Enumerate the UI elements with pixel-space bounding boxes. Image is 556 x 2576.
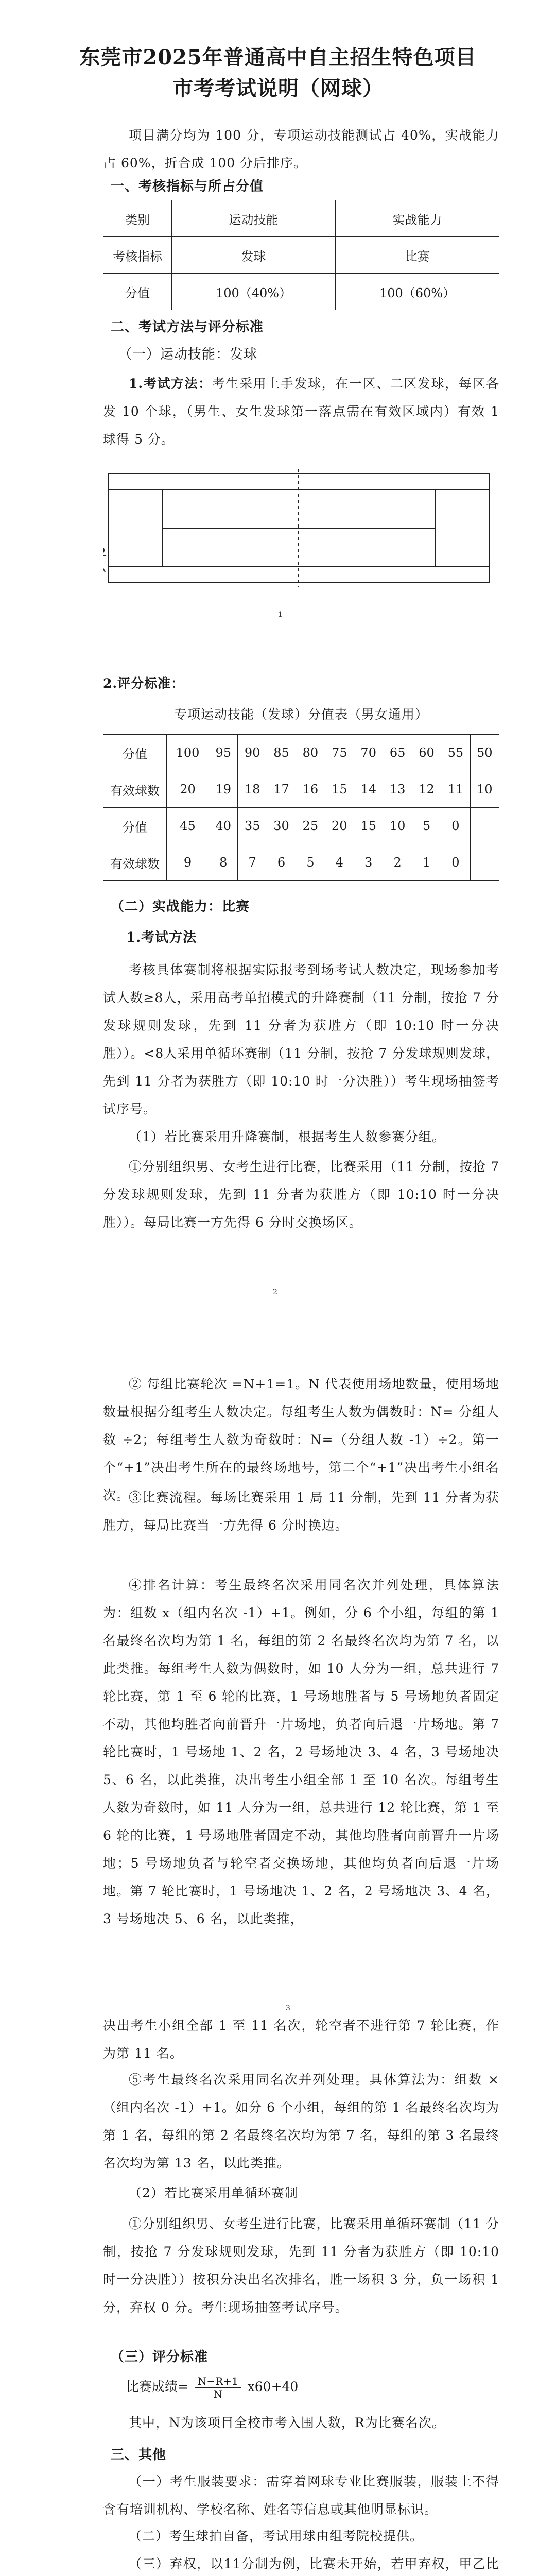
tennis-court-diagram — [103, 464, 499, 592]
other-item-1: （一）考生服装要求：需穿着网球专业比赛服装，服装上不得含有培训机构、学校名称、姓名等信息或其他明显标识。 — [103, 2474, 499, 2517]
part-2-paragraph-5: ③比赛流程。每场比赛采用 1 局 11 分制，先到 11 分者为获胜方，每局比赛当一方先得 6 分时换边。 — [103, 1490, 499, 1533]
part-2-paragraph-8: ⑤考生最终名次采用同名次并列处理。具体算法为：组数 ×（组内名次 -1）+1。如分 6 个小组，每组的第 1 名最终名次均为第 1 名，每组的第 2 名最终名次均为第 7 名，每组的第 3 名最终名次均为第 13 名，以此类推。 — [103, 2072, 499, 2171]
scoring-standard-label: 2.评分标准： — [103, 676, 185, 691]
part-1-heading: （一）运动技能：发球 — [118, 347, 258, 362]
table-cell: 8 — [209, 844, 238, 881]
table-cell: 60 — [412, 735, 441, 771]
table-cell: 3 — [354, 844, 383, 881]
table-cell: 6 — [267, 844, 296, 881]
player-figure-icon — [103, 547, 106, 572]
table-cell: 15 — [325, 771, 354, 808]
part-2-paragraph-9: （2）若比赛采用单循环赛制 — [129, 2185, 298, 2200]
table-cell: 45 — [167, 808, 209, 844]
table-cell: 9 — [167, 844, 209, 881]
table-cell: 实战能力 — [336, 200, 499, 237]
table-cell: 比赛 — [336, 237, 499, 274]
table-cell: 2 — [383, 844, 412, 881]
method-label: 1.考试方法： — [129, 376, 212, 391]
score-table-title: 专项运动技能（发球）分值表（男女通用） — [173, 707, 428, 722]
table-cell — [470, 844, 499, 881]
table-cell: 35 — [238, 808, 267, 844]
other-item-2: （二）考生球拍自备，考试用球由组考院校提供。 — [129, 2529, 424, 2544]
part-2-method-heading: 1.考试方法 — [126, 930, 197, 945]
table-cell: 19 — [209, 771, 238, 808]
table-cell: 100（40%） — [172, 274, 336, 310]
table-cell: 75 — [325, 735, 354, 771]
table-cell: 17 — [267, 771, 296, 808]
table-cell: 25 — [296, 808, 325, 844]
method-text: 考生采用上手发球，在一区、二区发球，每区各发 10 个球，（男生、女生发球第一落点需在有效区域内）有效 1 球得 5 分。 — [103, 376, 499, 447]
table-cell: 发球 — [172, 237, 336, 274]
table-cell: 0 — [441, 844, 470, 881]
weights-table — [103, 200, 499, 310]
doc-title-line2: 市考考试说明（网球） — [172, 76, 384, 100]
section-1-heading: 一、考核指标与所占分值 — [111, 179, 264, 194]
table-cell: 考核指标 — [103, 237, 172, 274]
table-cell: 85 — [267, 735, 296, 771]
table-cell: 11 — [441, 771, 470, 808]
table-cell: 0 — [441, 808, 470, 844]
page-marker: 2 — [273, 1288, 277, 1296]
intro-paragraph: 项目满分均为 100 分，专项运动技能测试占 40%，实战能力占 60%，折合成 100 分后排序。 — [103, 128, 499, 171]
table-cell: 12 — [412, 771, 441, 808]
part-2-paragraph-2: （1）若比赛采用升降赛制，根据考生人数参赛分组。 — [129, 1129, 445, 1144]
part-2-paragraph-1: 考核具体赛制将根据实际报考到场考试人数决定，现场参加考试人数≥8人，采用高考单招模式的升降赛制（11 分制，按抢 7 分发球规则发球，先到 11 分者为获胜方（即 10:10 时一分决胜））。<8人采用单循环赛制（11 分制，按抢 7 分发球规则发球，先到 11 分者为获胜方（即 10:10 时一分决胜））考生现场抽签考试序号。 — [103, 962, 499, 1116]
table-cell: 20 — [325, 808, 354, 844]
table-cell: 50 — [470, 735, 499, 771]
table-row — [103, 844, 499, 881]
formula-fraction: $\frac{N-R+1}{N}$ — [195, 2375, 241, 2400]
table-cell: 15 — [354, 808, 383, 844]
table-cell: 运动技能 — [172, 200, 336, 237]
other-item-3: （三）弃权，以11分制为例，比赛未开始，若甲弃权，甲乙比 — [129, 2556, 499, 2571]
table-cell: 7 — [238, 844, 267, 881]
part-2-paragraph-4: ② 每组比赛轮次 =N+1=1。N 代表使用场地数量，使用场地数量根据分组考生人数决定。每组考生人数为偶数时：N= 分组人数 ÷2；每组考生人数为奇数时：N=（分组人数 -1）÷2。第一个“+1”决出考生所在的最终场地号，第二个“+1”决出考生小组名次。 — [103, 1377, 499, 1503]
part-2-paragraph-3: ①分别组织男、女考生进行比赛，比赛采用（11 分制，按抢 7 分发球规则发球，先到 11 分者为获胜方（即 10:10 时一分决胜））。每局比赛一方先得 6 分时交换场区。 — [103, 1159, 499, 1230]
table-row — [103, 808, 499, 844]
table-cell: 16 — [296, 771, 325, 808]
part-2-heading: （二）实战能力：比赛 — [111, 899, 250, 914]
table-cell: 5 — [296, 844, 325, 881]
table-cell: 55 — [441, 735, 470, 771]
table-cell: 40 — [209, 808, 238, 844]
table-cell: 分值 — [103, 808, 167, 844]
table-cell: 95 — [209, 735, 238, 771]
score-table — [103, 734, 499, 881]
part-3-heading: （三）评分标准 — [111, 2349, 208, 2365]
table-cell: 10 — [383, 808, 412, 844]
page-marker: 1 — [278, 611, 283, 619]
table-cell: 分值 — [103, 274, 172, 310]
table-cell: 100（60%） — [336, 274, 499, 310]
section-3-heading: 三、其他 — [111, 2447, 167, 2463]
table-cell: 14 — [354, 771, 383, 808]
table-cell: 分值 — [103, 735, 167, 771]
table-cell: 类别 — [103, 200, 172, 237]
table-cell: 5 — [412, 808, 441, 844]
table-cell — [470, 808, 499, 844]
part-2-paragraph-6: ④排名计算：考生最终名次采用同名次并列处理，具体算法为：组数 x（组内名次 -1）+1。例如，分 6 个小组，每组的第 1 名最终名次均为第 1 名，每组的第 2 名最终名次均为第 7 名，以此类推。每组考生人数为偶数时，如 10 人分为一组，总共进行 7 轮比赛，第 1 至 6 轮的比赛，1 号场地胜者与 5 号场地负者固定不动，其他均胜者向前晋升一片场地，负者向后退一片场地。第 7 轮比赛时，1 号场地 1、2 名，2 号场地决 3、4 名，3 号场地决 5、6 名，以此类推，决出考生小组全部 1 至 10 名次。每组考生人数为奇数时，如 11 人分为一组，总共进行 12 轮比赛，第 1 至 6 轮的比赛，1 号场地胜者固定不动，其他均胜者向前晋升一片场地；5 号场地负者与轮空者交换场地，其他均负者向后退一片场地。第 7 轮比赛时，1 号场地决 1、2 名，2 号场地决 3、4 名，3 号场地决 5、6 名，以此类推， — [103, 1578, 499, 1926]
table-cell: 70 — [354, 735, 383, 771]
table-cell: 4 — [325, 844, 354, 881]
table-cell: 65 — [383, 735, 412, 771]
section-2-heading: 二、考试方法与评分标准 — [111, 319, 264, 335]
table-cell: 有效球数 — [103, 771, 167, 808]
part-2-paragraph-7: 决出考生小组全部 1 至 11 名次，轮空者不进行第 7 轮比赛，作为第 11 名。 — [103, 2018, 499, 2061]
table-cell: 80 — [296, 735, 325, 771]
table-cell: 有效球数 — [103, 844, 167, 881]
doc-title-line1: 东莞市2025年普通高中自主招生特色项目 — [79, 45, 477, 70]
score-formula: 比赛成绩= $\frac{N-R+1}{N}$ x60+40 — [126, 2375, 299, 2400]
page-marker: 3 — [286, 2004, 290, 2012]
table-cell: 30 — [267, 808, 296, 844]
table-cell: 20 — [167, 771, 209, 808]
part-2-paragraph-10: ①分别组织男、女考生进行比赛，比赛采用单循环赛制（11 分制，按抢 7 分发球规则发球，先到 11 分者为获胜方（即 10:10 时一分决胜））按积分决出名次排名，胜一场积 3 分，负一场积 1 分，弃权 0 分。考生现场抽签考试序号。 — [103, 2216, 499, 2315]
table-row — [103, 771, 499, 808]
table-cell: 1 — [412, 844, 441, 881]
table-cell: 10 — [470, 771, 499, 808]
table-cell: 18 — [238, 771, 267, 808]
method-paragraph — [103, 370, 499, 453]
table-cell: 13 — [383, 771, 412, 808]
table-cell: 100 — [167, 735, 209, 771]
table-row — [103, 735, 499, 771]
formula-explanation: 其中，N为该项目全校市考入围人数，R为比赛名次。 — [129, 2415, 445, 2430]
table-cell: 90 — [238, 735, 267, 771]
